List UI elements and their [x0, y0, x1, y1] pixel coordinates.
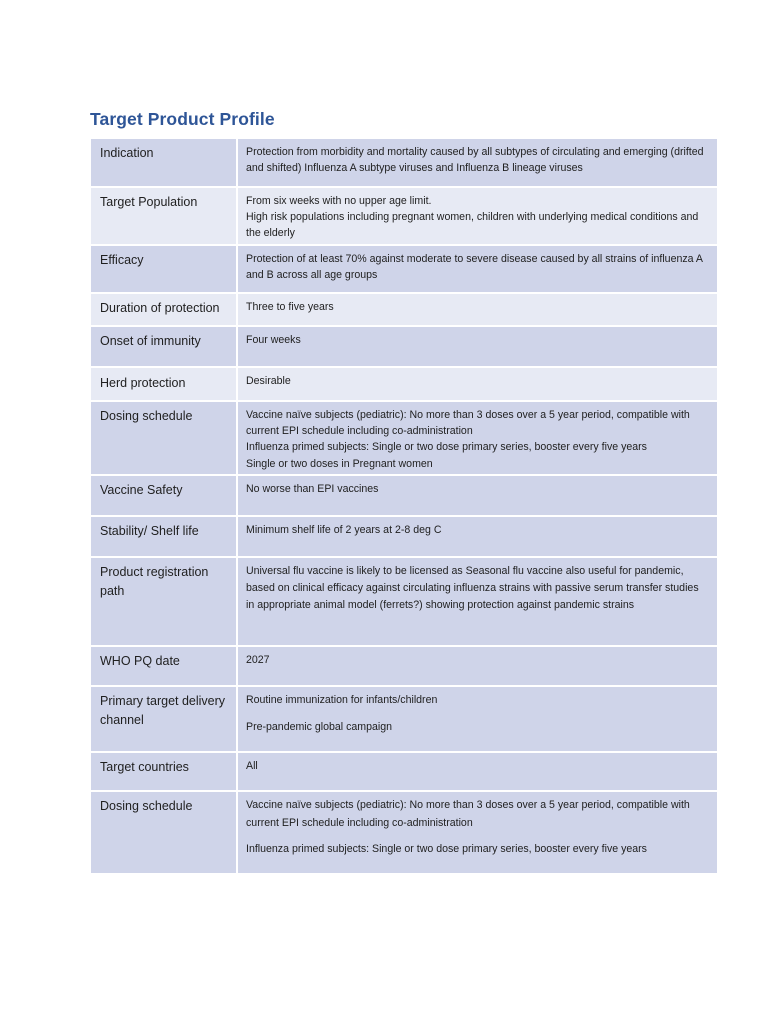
row-label: Target countries [91, 752, 237, 791]
page-title: Target Product Profile [90, 109, 275, 129]
row-value [237, 401, 717, 475]
table-row [91, 516, 717, 557]
row-value [237, 646, 717, 686]
row-value-text: Minimum shelf life of 2 years at 2-8 deg C [246, 524, 442, 536]
row-value-text: 2027 [246, 654, 270, 666]
row-value [237, 791, 717, 874]
table-row [91, 752, 717, 791]
row-value-text: Protection from morbidity and mortality caused by all subtypes of circulating and emerging (drifted and shifted) Influenza A subtype viruses and Influenza B lineage viruses [246, 146, 704, 175]
row-value-text: Vaccine naïve subjects (pediatric): No more than 3 doses over a 5 year period, compatible with current EPI schedule including co-administration [246, 799, 690, 829]
table-row [91, 245, 717, 293]
row-value-text: Universal flu vaccine is likely to be licensed as Seasonal flu vaccine also useful for pandemic, based on clinical efficacy against circulating influenza strains with passive serum transfer studies in appropriate animal model (ferrets?) showing protection against pandemic strains [246, 565, 699, 611]
row-value [237, 516, 717, 557]
row-value [237, 293, 717, 326]
row-value [237, 686, 717, 752]
row-value [237, 557, 717, 646]
row-value-text: Influenza primed subjects: Single or two dose primary series, booster every five years [246, 843, 647, 855]
row-value-text: High risk populations including pregnant women, children with underlying medical conditions and the elderly [246, 211, 699, 240]
table-row [91, 646, 717, 686]
row-label: WHO PQ date [91, 646, 237, 686]
row-value-text: All [246, 760, 258, 772]
table-row [91, 293, 717, 326]
row-label: Onset of immunity [91, 326, 237, 367]
table-row [91, 326, 717, 367]
row-value-text: Four weeks [246, 334, 301, 346]
row-value [237, 326, 717, 367]
row-value [237, 245, 717, 293]
row-value [237, 752, 717, 791]
table-row [91, 401, 717, 475]
row-value [237, 139, 717, 187]
row-label: Herd protection [91, 367, 237, 401]
row-value [237, 187, 717, 245]
row-value-text: Vaccine naïve subjects (pediatric): No more than 3 doses over a 5 year period, compatible with current EPI schedule including co-administration [246, 409, 690, 438]
row-value-text: Pre-pandemic global campaign [246, 721, 393, 734]
row-label: Efficacy [91, 245, 237, 293]
row-value-text: Single or two doses in Pregnant women [246, 457, 433, 470]
row-value-text: Influenza primed subjects: Single or two dose primary series, booster every five years [246, 441, 647, 454]
row-label: Dosing schedule [91, 401, 237, 475]
row-label: Target Population [91, 187, 237, 245]
row-value-text: No worse than EPI vaccines [246, 483, 379, 495]
row-value-text: Routine immunization for infants/children [246, 694, 438, 706]
row-label: Duration of protection [91, 293, 237, 326]
row-label: Vaccine Safety [91, 475, 237, 516]
row-value [237, 367, 717, 401]
row-value-text: Three to five years [246, 301, 334, 313]
row-value [237, 475, 717, 516]
row-value-text: Protection of at least 70% against moderate to severe disease caused by all strains of influenza A and B across all age groups [246, 253, 703, 282]
table-row [91, 475, 717, 516]
target-product-profile-table [91, 139, 717, 875]
row-label: Dosing schedule [91, 791, 237, 874]
table-row [91, 367, 717, 401]
row-label: Indication [91, 139, 237, 187]
row-value-text: From six weeks with no upper age limit. [246, 195, 432, 207]
row-label: Stability/ Shelf life [91, 516, 237, 557]
row-value-text: Desirable [246, 375, 291, 387]
table-row [91, 139, 717, 187]
row-label: Primary target delivery channel [91, 686, 237, 752]
table-row [91, 686, 717, 752]
row-label: Product registration path [91, 557, 237, 646]
table-row [91, 557, 717, 646]
table-row [91, 791, 717, 874]
table-row [91, 187, 717, 245]
